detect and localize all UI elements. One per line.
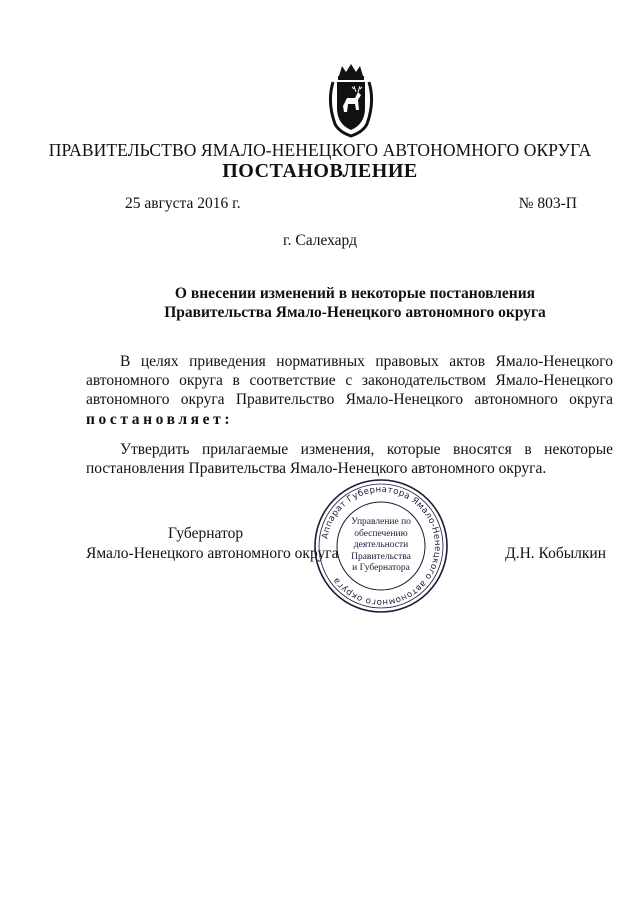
document-city: г. Салехард xyxy=(283,232,357,249)
paragraph-preamble xyxy=(86,352,613,429)
decision-line-1: Утвердить прилагаемые изменения, которые вносятся в некоторые xyxy=(120,441,613,458)
subject-line-2: Правительства Ямало-Ненецкого автономного округа xyxy=(164,304,546,321)
decision-line-2: постановления Правительства Ямало-Ненецкого автономного округа. xyxy=(86,460,547,478)
coat-of-arms-icon xyxy=(325,62,377,138)
document-date: 25 августа 2016 г. xyxy=(125,195,241,212)
signer-organization: Ямало-Ненецкого автономного округа xyxy=(86,545,339,562)
signer-name: Д.Н. Кобылкин xyxy=(505,545,606,562)
official-stamp xyxy=(312,477,450,615)
preamble-line-1: В целях приведения нормативных правовых актов Ямало-Ненецкого xyxy=(120,353,613,370)
preamble-line-3: автономного округа Правительство Ямало-Ненецкого автономного округа xyxy=(86,391,613,409)
stamp-ring-text: Аппарат Губернатора Ямало-Ненецкого автономного округа xyxy=(320,484,443,608)
government-title: ПРАВИТЕЛЬСТВО ЯМАЛО-НЕНЕЦКОГО АВТОНОМНОГО ОКРУГА xyxy=(48,140,592,160)
preamble-line-2: автономного округа в соответствие с законодательством Ямало-Ненецкого xyxy=(86,372,613,390)
signer-title: Губернатор xyxy=(168,525,244,542)
stamp-center-text: Управление по обеспечению деятельности Правительства и Губернатора xyxy=(351,517,411,573)
document-subject xyxy=(120,284,590,322)
subject-line-1: О внесении изменений в некоторые постановления xyxy=(174,285,536,302)
paragraph-decision xyxy=(86,440,613,478)
document-number: № 803-П xyxy=(518,195,577,212)
resolves-word: постановляет: xyxy=(86,410,234,428)
document-type: ПОСТАНОВЛЕНИЕ xyxy=(222,160,418,182)
